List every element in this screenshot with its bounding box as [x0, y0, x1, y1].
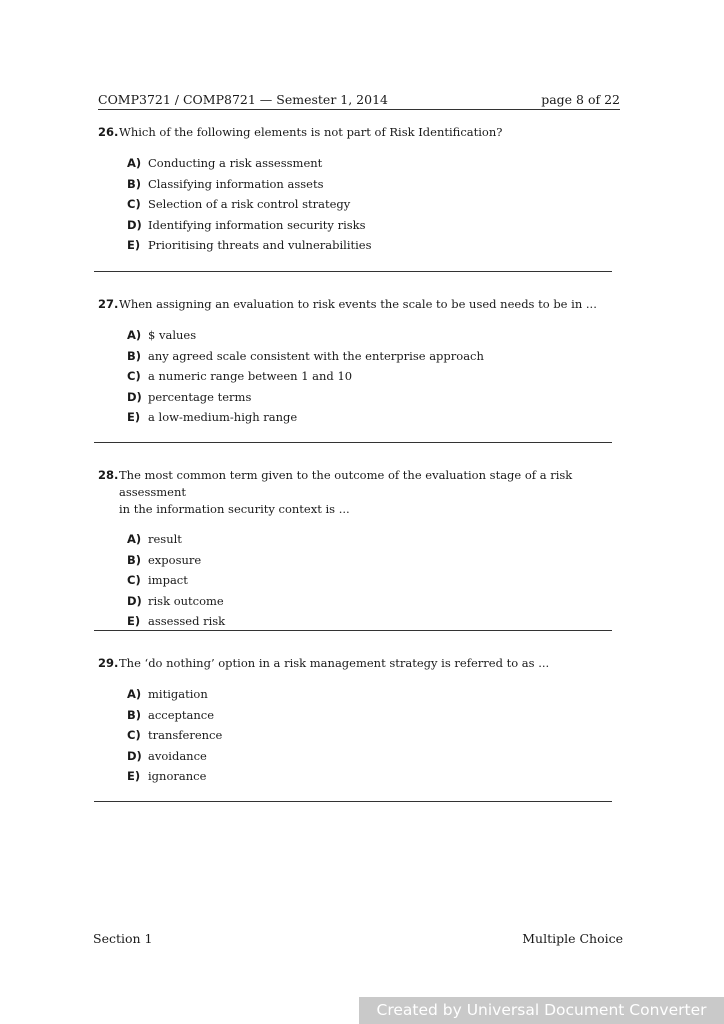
footer-section: Section 1: [93, 931, 153, 946]
option-e: E) ignorance: [127, 769, 207, 784]
option-c: C) a numeric range between 1 and 10: [127, 369, 353, 384]
question-number: 29.: [98, 656, 119, 670]
question-divider: [94, 630, 612, 631]
option-a: A) $ values: [127, 328, 197, 342]
question-divider: [94, 442, 612, 443]
option-d: D) Identifying information security risks: [127, 217, 366, 232]
option-d: D) avoidance: [127, 748, 207, 763]
question-number: 27.: [98, 297, 119, 311]
question-divider: [94, 271, 612, 272]
option-a: A) result: [127, 532, 182, 546]
option-b: B) exposure: [127, 552, 202, 567]
converter-watermark: Created by Universal Document Converter: [359, 997, 724, 1024]
option-c: C) impact: [127, 573, 188, 588]
options-list: [127, 153, 618, 256]
question-27: [98, 296, 618, 428]
question-text-line-2: in the information security context is ...: [119, 502, 350, 516]
page-header: [98, 92, 620, 110]
option-e: E) a low-medium-high range: [127, 410, 298, 425]
footer-type: Multiple Choice: [522, 931, 623, 946]
question-text: Which of the following elements is not part of Risk Identification?: [119, 125, 503, 139]
option-b: B) acceptance: [127, 707, 215, 722]
options-list: [127, 325, 618, 428]
question-number: 28.: [98, 468, 119, 482]
option-c: C) transference: [127, 728, 223, 743]
question-28: [98, 467, 618, 632]
question-text-line-1: The most common term given to the outcome of the evaluation stage of a risk assessment: [119, 468, 573, 499]
option-a: A) mitigation: [127, 687, 208, 701]
option-d: D) percentage terms: [127, 389, 252, 404]
course-title: COMP3721 / COMP8721 — Semester 1, 2014: [98, 92, 388, 107]
option-e: E) assessed risk: [127, 614, 226, 629]
option-b: B) any agreed scale consistent with the enterprise approach: [127, 348, 484, 363]
question-text: When assigning an evaluation to risk events the scale to be used needs to be in ...: [119, 297, 597, 311]
question-26: [98, 124, 618, 256]
option-e: E) Prioritising threats and vulnerabilities: [127, 238, 372, 253]
options-list: [127, 684, 618, 787]
option-a: A) Conducting a risk assessment: [127, 156, 323, 170]
question-divider: [94, 801, 612, 802]
options-list: [127, 529, 618, 632]
option-d: D) risk outcome: [127, 593, 224, 608]
option-c: C) Selection of a risk control strategy: [127, 197, 351, 212]
question-number: 26.: [98, 125, 119, 139]
question-text: The ‘do nothing’ option in a risk management strategy is referred to as ...: [119, 656, 550, 670]
question-29: [98, 655, 618, 787]
option-b: B) Classifying information assets: [127, 176, 324, 191]
page-number: page 8 of 22: [541, 92, 620, 107]
